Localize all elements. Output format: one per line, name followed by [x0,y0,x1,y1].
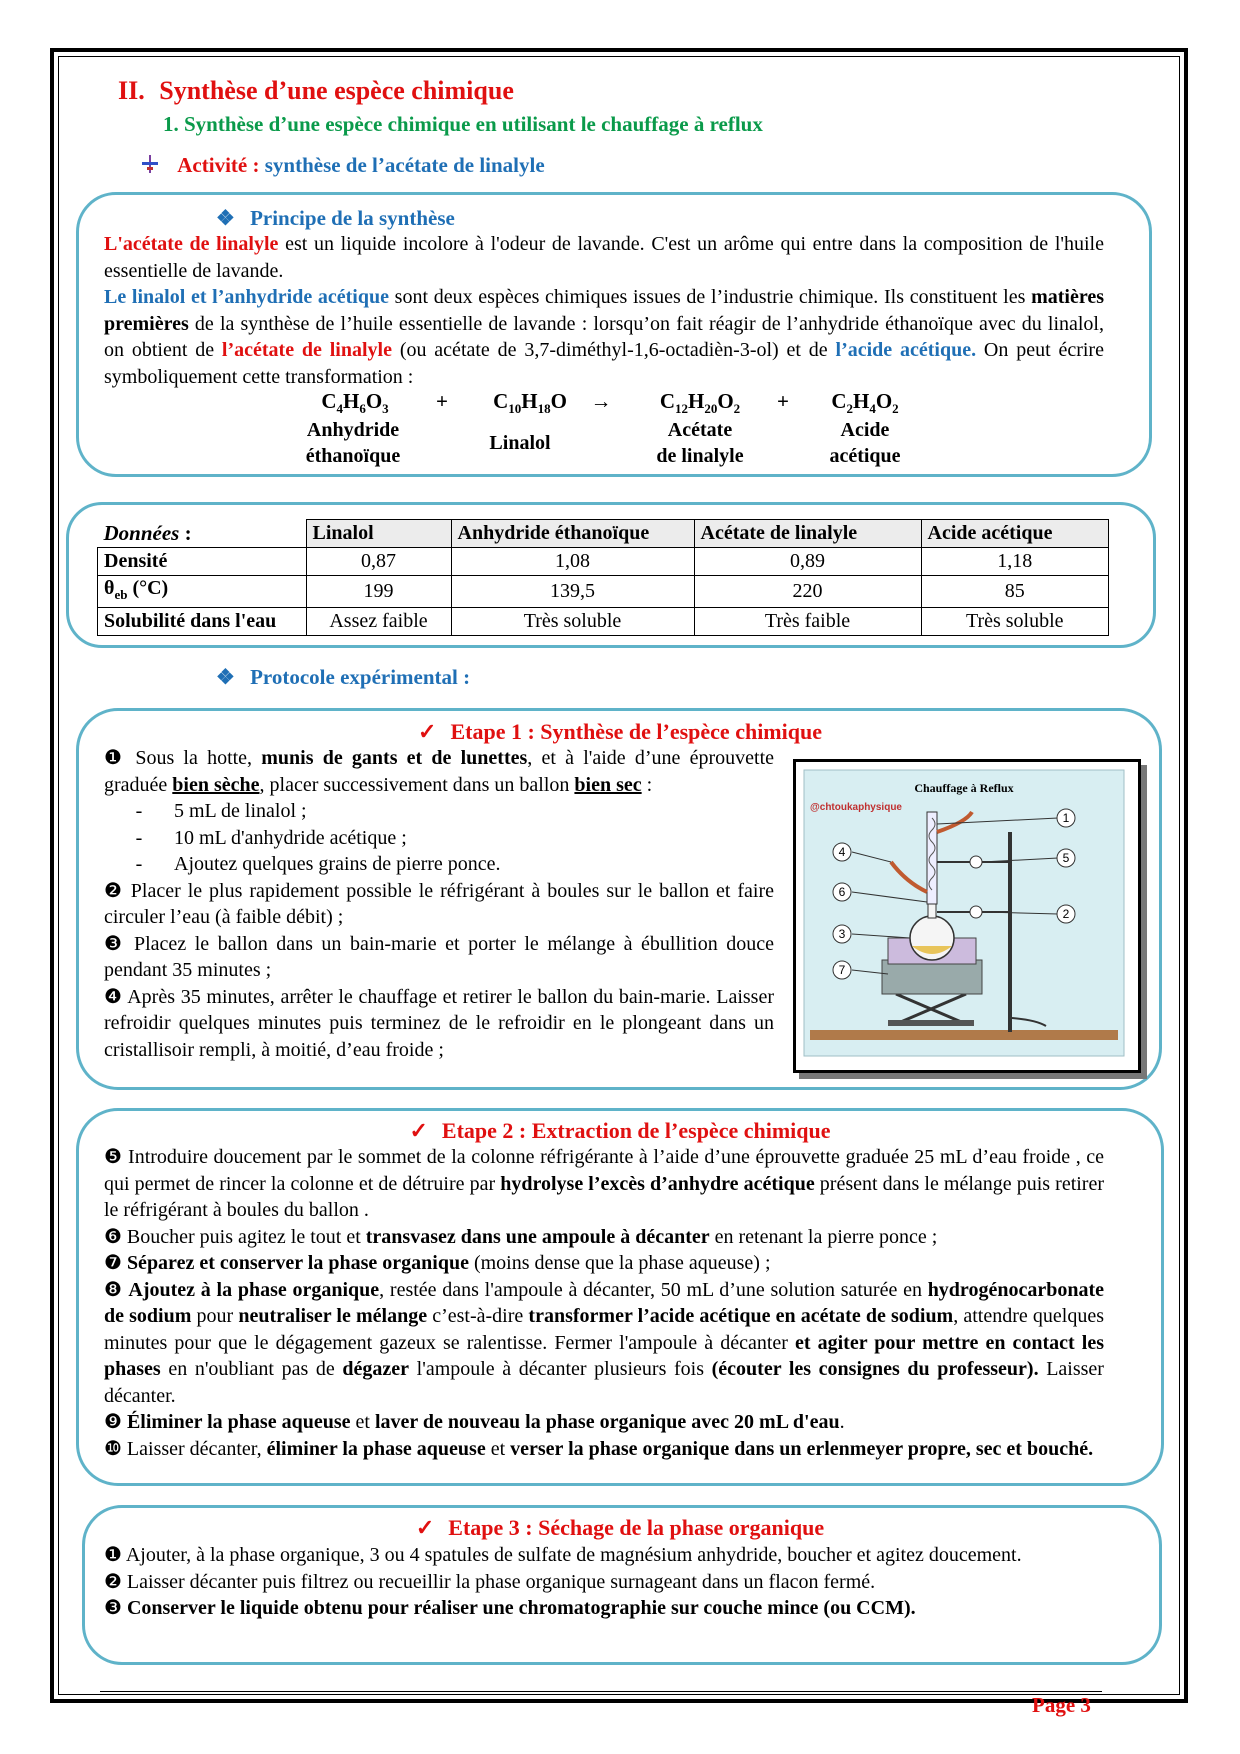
etape3-heading [300,1515,940,1541]
list-item: - 5 mL de linalol ; [135,800,307,822]
table-header-row [98,520,1109,548]
step-3: ❸ Placez le ballon dans un bain-marie et porter le mélange à ébullition douce pendant 35 minutes ; [104,932,774,981]
row-label: Densité [98,548,307,576]
figure-label: 7 [838,963,846,977]
col-header: Anhydride éthanoïque [451,520,694,548]
step-1: ❶ Ajouter, à la phase organique, 3 ou 4 spatules de sulfate de magnésium anhydride, boucher et agitez doucement. [104,1544,1022,1566]
step-9: ❾ Éliminer la phase aqueuse et laver de nouveau la phase organique avec 20 mL d'eau. [104,1411,845,1433]
protocole-title: Protocole expérimental : [250,665,471,689]
step-2: ❷ Laisser décanter puis filtrez ou recueillir la phase organique surnageant dans un flacon fermé. [104,1570,876,1593]
protocole-heading [216,665,470,690]
row-label: Solubilité dans l'eau [98,608,307,636]
section-number: II. [118,76,145,105]
table-cell: 0,89 [694,548,921,576]
name-line: acétique [829,445,901,467]
table-cell: Assez faible [306,608,451,636]
heater [882,960,982,994]
etape2-heading [300,1118,940,1144]
table-cell: 199 [306,576,451,608]
data-table [97,519,1109,636]
page-number: Page 3 [1032,1693,1091,1717]
formula-reagent-2: $C_{10}H_{18}O$ [493,389,567,417]
diamond-bullet-icon: ❖ [216,665,235,689]
table-row [98,548,1109,576]
col-header: Acétate de linalyle [694,520,921,548]
plus-sign: + [436,389,448,413]
activity-heading [140,153,545,178]
checkmark-icon: ✓ [409,1118,428,1143]
step-5: ❺ Introduire doucement par le sommet de la colonne réfrigérante à l’aide d’une éprouvette graduée 25 mL d’eau froide , ce qui permet de rincer la colonne et de détruire par hydrolyse l’excès d’anhydre acétique présent dans le mélange puis retirer le réfrigérant à boules du ballon . [104,1146,1105,1221]
etape2-title: Etape 2 : Extraction de l’espèce chimique [441,1118,831,1143]
figure-label: 5 [1062,851,1070,865]
principe-paragraph-1 [104,231,1104,284]
text: sont deux espèces chimiques issues de l’industrie chimique. Ils constituent les [388,286,1032,308]
formula-reagent-1: $C_4H_6O_3$ [321,389,389,417]
principe-heading [216,206,455,231]
name-line: de linalyle [656,445,744,467]
reagent-2-name: Linalol [489,432,551,454]
list-item: - Ajoutez quelques grains de pierre ponce. [135,853,501,875]
text: de la synthèse de l’huile essentielle de lavande : lorsqu’on fait réagir de l’anhydride éthanoïque avec du linalol, on obtient de [104,312,1104,361]
table-cell: 85 [921,576,1109,608]
step-2: ❷ Placer le plus rapidement possible le réfrigérant à boules sur le ballon et faire circuler l’eau (à faible débit) ; [104,879,774,928]
checkmark-icon: ✓ [415,1515,435,1540]
step-3: ❸ Conserver le liquide obtenu pour réaliser une chromatographie sur couche mince (ou CCM). [104,1597,916,1619]
step-8: ❽ Ajoutez à la phase organique, restée dans l'ampoule à décanter, 50 mL d’une solution saturée en hydrogénocarbonate de sodium pour neutraliser le mélange c’est-à-dire transformer l’acide acétique en acétate de sodium, attendre quelques minutes pour que le dégagement gazeux se ralentisse. Fermer l'ampoule à décanter et agiter pour mettre en contact les phases en n'oubliant pas de dégazer l'ampoule à décanter plusieurs fois (écouter les consignes du professeur). Laisser décanter. [104,1278,1105,1407]
step-7: ❼ Séparez et conserver la phase organique (moins dense que la phase aqueuse) ; [104,1252,771,1274]
etape1-content [104,745,774,1063]
formula-product-1: $C_{12}H_{20}O_2$ [659,389,741,417]
reflux-apparatus-diagram [796,762,1132,1064]
col-header: Linalol [306,520,451,548]
etape3-content [104,1542,1104,1622]
reactants-term: Le linalol et l’anhydride acétique [104,286,389,308]
name-line: Anhydride [306,419,400,441]
bench [810,1030,1118,1040]
activity-title: synthèse de l’acétate de linalyle [264,153,545,177]
plus-sign: + [777,389,789,413]
stand-rod [1008,832,1012,1032]
product-2-name [805,417,925,469]
checkmark-icon: ✓ [418,719,437,744]
table-cell: Très faible [694,608,921,636]
figure-label: 3 [838,927,846,941]
condenser [927,812,937,904]
etape1-title: Etape 1 : Synthèse de l’espèce chimique [450,719,822,744]
table-cell: Très soluble [921,608,1109,636]
data-label: Données : [103,520,192,545]
principe-title: Principe de la synthèse [250,206,455,230]
activity-label: Activité : [177,153,260,177]
table-row [98,576,1109,608]
figure-label: 2 [1062,907,1070,921]
name-line: Acide [840,419,890,441]
table-cell: 1,08 [451,548,694,576]
footer-rule [100,1691,1102,1692]
formula-product-2: $C_2H_4O_2$ [831,389,899,417]
etape3-title: Etape 3 : Séchage de la phase organique [448,1515,825,1540]
etape2-content [104,1144,1104,1462]
step-1: ❶ Sous la hotte, munis de gants et de lunettes, et à l'aide d’une éprouvette graduée bien sèche, placer successivement dans un ballon bien sec : [104,747,774,796]
product-1-name [620,417,780,469]
table-cell: 220 [694,576,921,608]
table-row [98,608,1109,636]
figure-label: 4 [838,845,846,859]
step-6: ❻ Boucher puis agitez le tout et transvasez dans une ampoule à décanter en retenant la pierre ponce ; [104,1225,938,1248]
text-bold: matières premières [104,286,1104,335]
product-term: l’acide acétique. [835,339,977,361]
text: On peut écrire symboliquement cette transformation : [104,339,1104,388]
table-cell: 1,18 [921,548,1109,576]
name-line: Acétate [667,419,733,441]
subsection-title: 1. Synthèse d’une espèce chimique en utilisant le chauffage à reflux [163,112,763,136]
etape1-heading [300,719,940,745]
product-term: l’acétate de linalyle [221,339,392,361]
row-label: $\theta_{eb}$ (°C) [98,576,307,608]
principe-term: L'acétate de linalyle [104,233,279,255]
col-header: Acide acétique [921,520,1109,548]
figure-title: Chauffage à Reflux [914,781,1014,795]
reaction-arrow: → [590,389,612,413]
pin-icon [140,154,160,174]
diamond-bullet-icon: ❖ [216,206,235,230]
step-4: ❹ Après 35 minutes, arrêter le chauffage et retirer le ballon du bain-marie. Laisser refroidir quelques minutes puis terminez de le refroidir en le plongeant dans un cristallisoir rempli, à moitié, d’eau froide ; [104,985,774,1061]
principe-text: est un liquide incolore à l'odeur de lavande. C'est un arôme qui entre dans la composition de l'huile essentielle de lavande. [104,233,1104,282]
figure-label: 6 [838,885,846,899]
text: (ou acétate de 3,7-diméthyl-1,6-octadièn-3-ol) et de [391,339,836,361]
reagent-1-name [278,417,428,469]
principe-paragraph-2 [104,284,1104,390]
figure-label: 1 [1062,811,1070,825]
figure-credit: @chtoukaphysique [810,802,902,813]
list-item: - 10 mL d'anhydride acétique ; [135,826,407,849]
name-line: éthanoïque [305,445,401,467]
table-cell: 139,5 [451,576,694,608]
table-cell: Très soluble [451,608,694,636]
table-cell: 0,87 [306,548,451,576]
section-title: Synthèse d’une espèce chimique [159,76,514,105]
reflux-figure [793,759,1141,1073]
step-10: ❿ Laisser décanter, éliminer la phase aqueuse et verser la phase organique dans un erlenmeyer propre, sec et bouché. [104,1437,1094,1460]
section-heading [118,76,514,106]
